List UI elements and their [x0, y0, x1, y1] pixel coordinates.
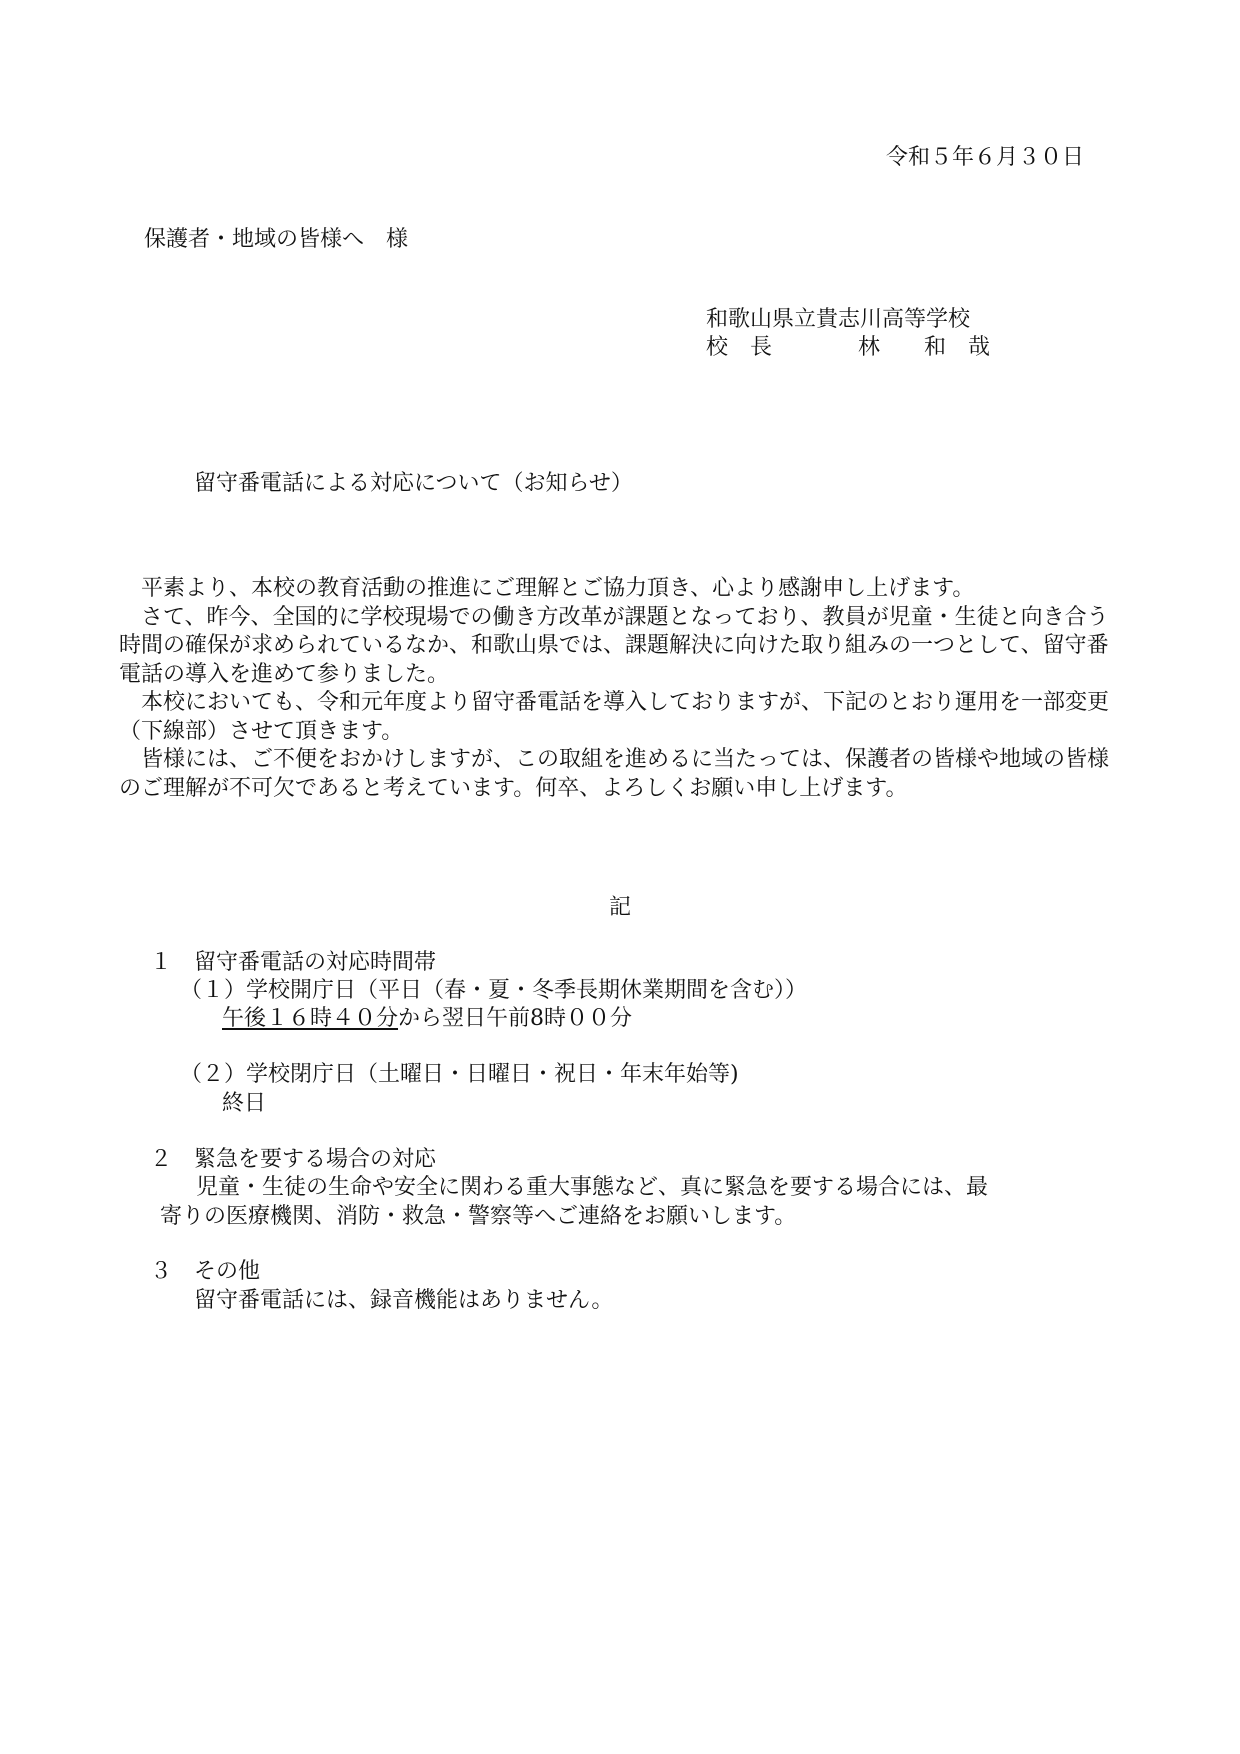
section-1-item-1-label: （１）学校開庁日（平日（春・夏・冬季長期休業期間を含む））	[180, 978, 808, 1003]
principal-name: 林 和 哉	[858, 335, 991, 360]
addressee: 保護者・地域の皆様へ 様	[144, 227, 409, 252]
time-rest: から翌日午前8時００分	[398, 1006, 633, 1031]
ki-heading: 記	[609, 895, 632, 920]
body-paragraph: さて、昨今、全国的に学校現場での働き方改革が課題となっており、教員が児童・生徒と向き合う時間の確保が求められているなか、和歌山県では、課題解決に向けた取り組みの一つとして、留守番電話の導入を進めて参りました。	[119, 604, 1109, 687]
body-paragraph: 平素より、本校の教育活動の推進にご理解とご協力頂き、心より感謝申し上げます。	[119, 576, 975, 601]
body-paragraph: 皆様には、ご不便をおかけしますが、この取組を進めるに当たっては、保護者の皆様や地域の皆様のご理解が不可欠であると考えています。何卒、よろしくお願い申し上げます。	[119, 747, 1110, 801]
school-name: 和歌山県立貴志川高等学校	[706, 307, 971, 332]
section-2-heading: ２ 緊急を要する場合の対応	[150, 1147, 437, 1172]
document-title: 留守番電話による対応について（お知らせ）	[194, 471, 633, 496]
section-1-heading: １ 留守番電話の対応時間帯	[150, 950, 437, 975]
underlined-changed-time: 午後１６時４０分	[222, 1006, 399, 1031]
section-3-text: 留守番電話には、録音機能はありません。	[194, 1288, 614, 1313]
body-text	[119, 575, 1119, 803]
section-1-item-2-detail: 終日	[222, 1091, 267, 1116]
section-3-heading: ３ その他	[150, 1259, 261, 1284]
section-2-line: 寄りの医療機関、消防・救急・警察等へご連絡をお願いします。	[160, 1203, 797, 1229]
document-date: 令和５年６月３０日	[886, 145, 1085, 170]
principal-role: 校 長	[706, 335, 773, 360]
principal-signature	[706, 334, 990, 362]
section-1-item-1-time	[222, 1005, 632, 1033]
body-paragraph: 本校においても、令和元年度より留守番電話を導入しておりますが、下記のとおり運用を一部変更（下線部）させて頂きます。	[119, 690, 1110, 744]
section-2-line: 児童・生徒の生命や安全に関わる重大事態など、真に緊急を要する場合には、最	[196, 1175, 989, 1200]
section-1-item-2-label: （２）学校閉庁日（土曜日・日曜日・祝日・年末年始等)	[180, 1062, 739, 1087]
section-2-text	[160, 1174, 1120, 1231]
